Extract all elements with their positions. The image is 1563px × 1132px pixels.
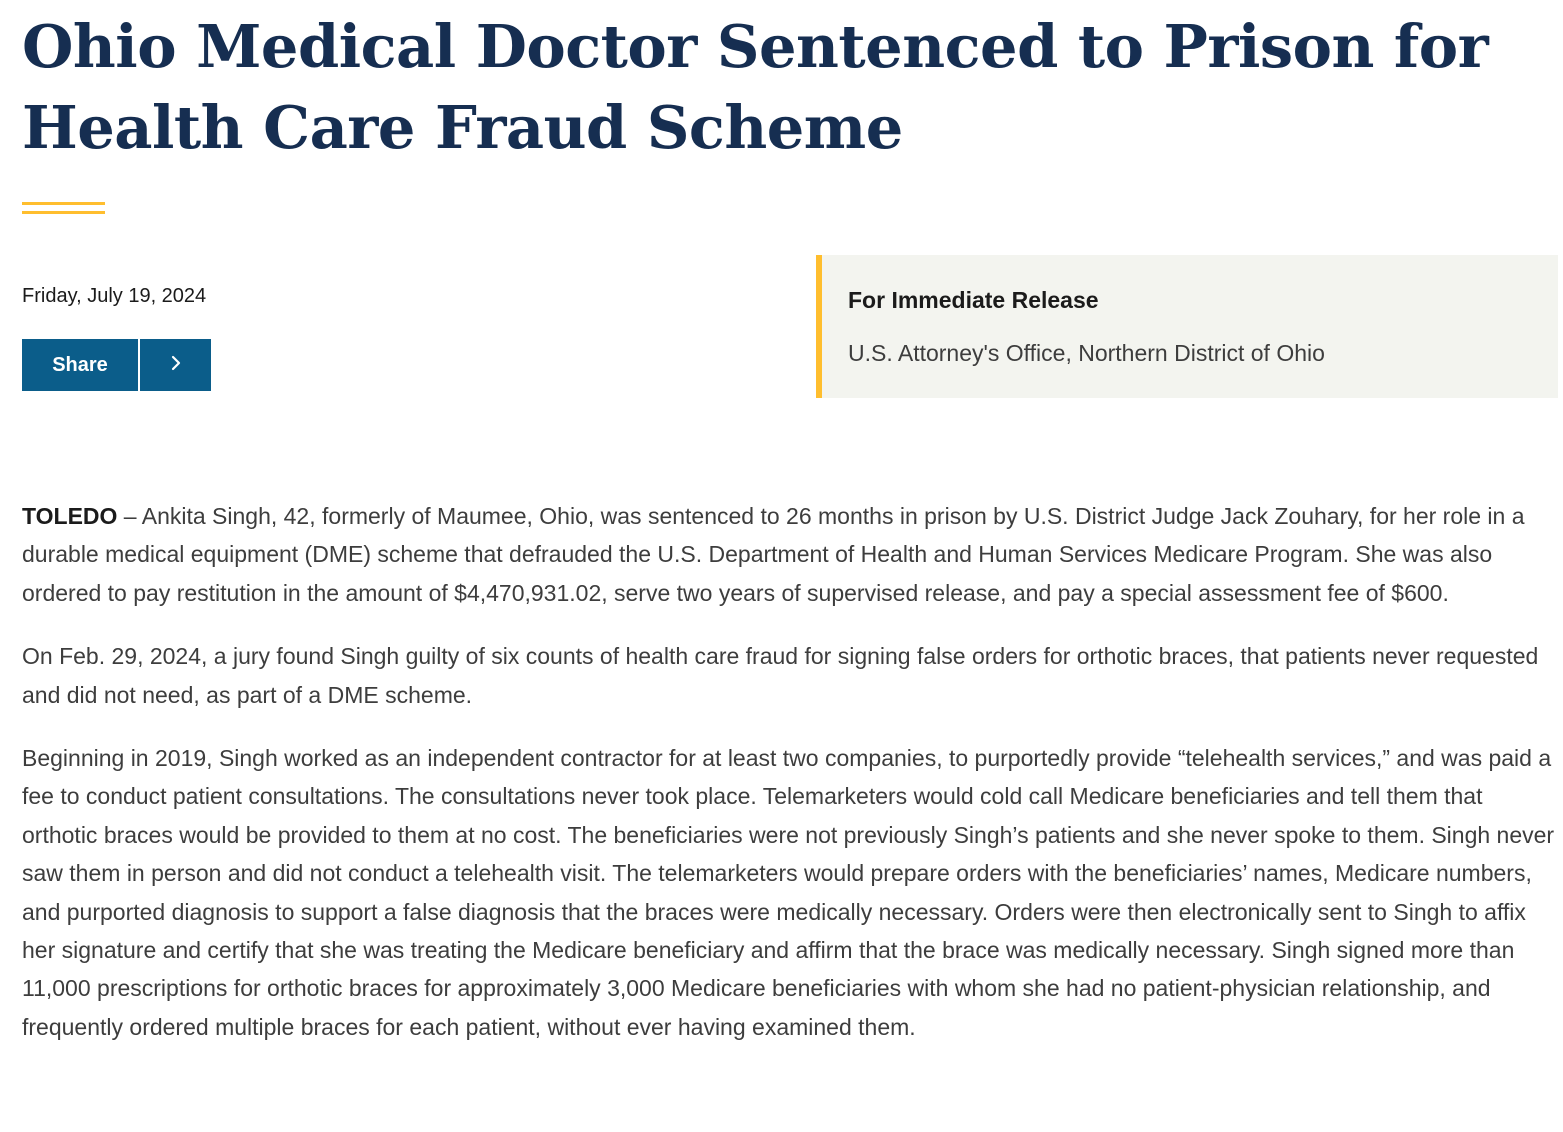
paragraph-text: – Ankita Singh, 42, formerly of Maumee, Ohio, was sentenced to 26 months in prison by U.S. District Judge Jack Zouhary, for her role in a durable medical equipment (DME) scheme that defrauded the U.S. Department of Health and Human Services Medicare Program. She was also ordered to pay restitution in the amount of $4,470,931.02, serve two years of supervised release, and pay a special assessment fee of $600. — [22, 503, 1525, 606]
body-paragraph — [22, 497, 1558, 612]
title-accent-divider — [22, 202, 105, 214]
page-title: Ohio Medical Doctor Sentenced to Prison for Health Care Fraud Scheme — [22, 12, 1489, 162]
dateline: TOLEDO — [22, 503, 118, 529]
article-meta — [22, 284, 207, 376]
publish-date: Friday, July 19, 2024 — [22, 285, 207, 307]
share-control — [22, 339, 211, 391]
article — [22, 0, 1558, 1040]
share-button[interactable]: Share — [22, 339, 138, 391]
release-info-box — [816, 255, 1558, 398]
body-paragraph: On Feb. 29, 2024, a jury found Singh guilty of six counts of health care fraud for signing false orders for orthotic braces, that patients never requested and did not need, as part of a DME scheme. — [22, 643, 1539, 708]
body-paragraph: Beginning in 2019, Singh worked as an independent contractor for at least two companies, to purportedly provide “telehealth services,” and was paid a fee to conduct patient consultations. The consultations never took place. Telemarketers would cold call Medicare beneficiaries and tell them that orthotic braces would be provided to them at no cost. The beneficiaries were not previously Singh’s patients and she never spoke to them. Singh never saw them in person and did not conduct a telehealth visit. The telemarketers would prepare orders with the beneficiaries’ names, Medicare numbers, and purported diagnosis to support a false diagnosis that the braces were medically necessary. Orders were then electronically sent to Singh to affix her signature and certify that she was treating the Medicare beneficiary and affirm that the brace was medically necessary. Singh signed more than 11,000 prescriptions for orthotic braces for approximately 3,000 Medicare beneficiaries with whom she had no patient-physician relationship, and frequently ordered multiple braces for each patient, without ever having examined them. — [22, 745, 1555, 1040]
article-body — [22, 497, 1558, 1071]
release-office: U.S. Attorney's Office, Northern District of Ohio — [848, 340, 1325, 366]
release-label: For Immediate Release — [848, 287, 1099, 313]
share-expand-button[interactable] — [140, 339, 211, 391]
chevron-right-icon — [170, 354, 182, 377]
